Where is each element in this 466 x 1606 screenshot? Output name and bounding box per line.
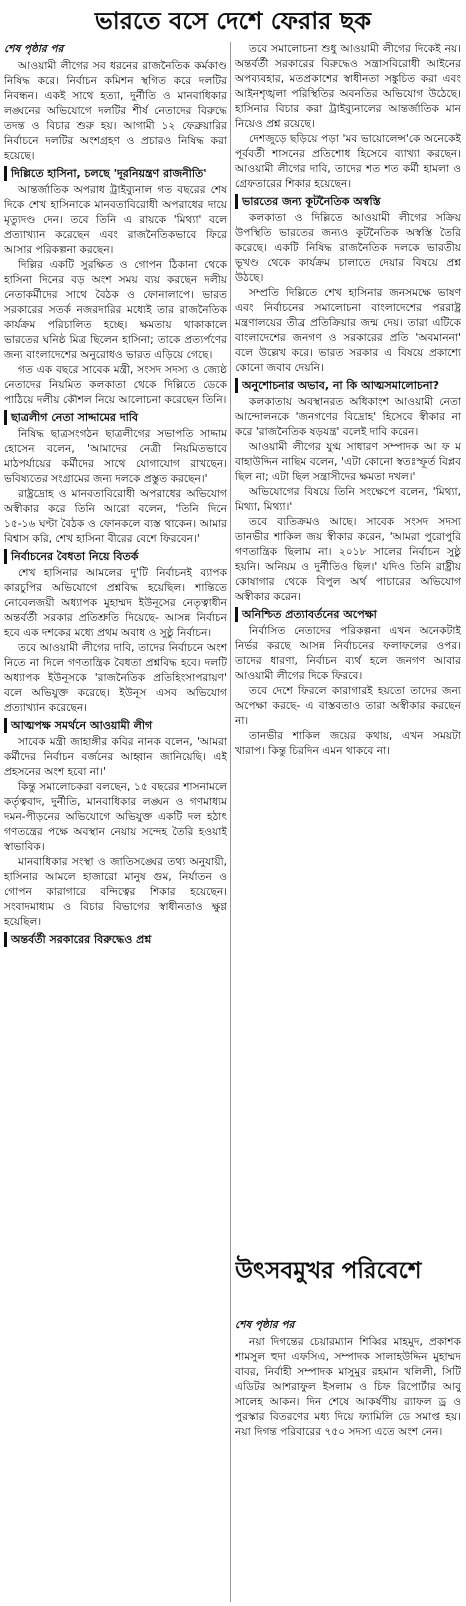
paragraph: সম্প্রতি দিল্লিতে শেখ হাসিনার জনসমক্ষে ভাষণ এবং নির্বাচনের সমালোচনা বাংলাদেশের পররাষ্ট্র মন্ত্রণালয়ের তীব্র প্রতিক্রিয়ার জন্ম দেয়। তারা এটিকে বাংলাদেশের জনগণ ও সরকারের প্রতি 'অবমাননা' বলে উল্লেখ করে। ভারত সরকার এ বিষয়ে প্রকাশ্যে কোনো জবাব দেয়নি। — [235, 287, 461, 374]
subheading: ভারতের জন্য কূটনৈতিক অস্বস্তি — [235, 194, 461, 209]
paragraph: মানবাধিকার সংস্থা ও জাতিসঙ্ঘের তথ্য অনুযায়ী, হাসিনার আমলে হাজারো মানুষ গুম, নির্যাতন ও গোপন কারাগারে বন্দিত্বের শিকার হয়েছেন। সংবাদমাধ্যম ও বিচার বিভাগের স্বাধীনতাও ক্ষুণ্ণ হয়েছিল। — [4, 856, 227, 928]
subheading: আত্মপক্ষ সমর্থনে আওয়ামী লীগ — [4, 718, 227, 733]
paragraph: আন্তর্জাতিক অপরাধ ট্রাইব্যুনাল গত বছরের শেষ দিকে শেখ হাসিনাকে মানবতাবিরোধী অপরাধের দায়ে মৃত্যুদণ্ড দেন। তবে তিনি এ রায়কে 'মিথ্যা' বলে প্রত্যাখ্যান করেছেন এবং রাজনৈতিকভাবে ফিরে আসার পরিকল্পনা করছেন। — [4, 184, 227, 256]
paragraph: শেখ হাসিনার আমলের দু'টি নির্বাচনই ব্যাপক কারচুপির অভিযোগে প্রশ্নবিদ্ধ হয়েছিল। শান্তিতে নোবেলজয়ী অধ্যাপক মুহাম্মদ ইউনূসের নেতৃত্বাধীন অন্তর্বর্তী সরকার প্রতিশ্রুতি দিয়েছে- আসন্ন নির্বাচন হবে এক দশকের মধ্যে প্রথম অবাধ ও সুষ্ঠু নির্বাচন। — [4, 567, 227, 639]
paragraph: দিল্লির একটি সুরক্ষিত ও গোপন ঠিকানা থেকে হাসিনা দিনের বড় অংশ সময় ব্যয় করছেন দলীয় নেতাকর্মীদের সাথে বৈঠক ও ফোনালাপে। ভারত সরকারের সতর্ক নজরদারির মধ্যেই তার রাজনৈতিক কার্যক্রম পরিচালিত হচ্ছে। ক্ষমতায় থাকাকালে ভারতের ঘনিষ্ঠ মিত্র ছিলেন হাসিনা; তাকে প্রত্যর্পণের জন্য বাংলাদেশের অনুরোধও ভারত এড়িয়ে গেছে। — [4, 259, 227, 361]
subheading: নির্বাচনের বৈধতা নিয়ে বিতর্ক — [4, 549, 227, 564]
paragraph: কলকাতা ও দিল্লিতে আওয়ামী লীগের সক্রিয় উপস্থিতি ভারতের জন্যও কূটনৈতিক অস্বস্তি তৈরি করেছে। একটি নিষিদ্ধ রাজনৈতিক দলকে ভারতীয় ভূখণ্ড থেকে কার্যক্রম চালাতে দেয়ার বিষয়ে প্রশ্ন উঠছে। — [235, 212, 461, 284]
paragraph: রাষ্ট্রদ্রোহ ও মানবতাবিরোধী অপরাধের অভিযোগ অস্বীকার করে তিনি আরো বলেন, 'তিনি দিনে ১৫-১৬ ঘণ্টা বৈঠক ও ফোনকলে ব্যস্ত থাকেন। আমার বিশ্বাস করি, শেখ হাসিনা বীরের বেশে ফিরবেন।' — [4, 488, 227, 545]
second-article-body: নয়া দিগন্তের চেয়ারম্যান শিব্বির মাহমুদ, প্রকাশক শামসুল হুদা এফসিএ, সম্পাদক সালাহউদ্দিন মুহাম্মদ বাবর, নির্বাহী সম্পাদক মাসুমুর রহমান খলিলী, সিটি এডিটর আশরাফুল ইসলাম ও চিফ রিপোর্টার আবু সালেহ আকন। দিন শেষে আকর্ষণীয় র‍্যাফল ড্র ও পুরস্কার বিতরণের মধ্য দিয়ে ফ্যামিলি ডে সমাপ্ত হয়। নয়া দিগন্ত পরিবারের ৭৫০ সদস্য এতে অংশ নেন। — [235, 1336, 461, 1438]
paragraph: তবে সমালোচনা শুধু আওয়ামী লীগের দিকেই নয়। অন্তর্বর্তী সরকারের বিরুদ্ধেও সন্ত্রাসবিরোধী আইনের অপব্যবহার, মতপ্রকাশের স্বাধীনতা সঙ্কুচিত করা এবং আইনশৃঙ্খলা পরিস্থিতির অবনতির অভিযোগ উঠেছে। হাসিনার বিচার করা ট্রাইব্যুনালের আন্তর্জাতিক মান নিয়েও প্রশ্ন রয়েছে। — [235, 43, 461, 130]
right-column-body — [235, 42, 461, 759]
paragraph: তানভীর শাকিল জয়ের কথায়, এখন সময়টা খারাপ। কিন্তু চিরদিন এমন থাকবে না। — [235, 730, 461, 757]
subheading: অনিশ্চিত প্রত্যাবর্তনের অপেক্ষা — [235, 607, 461, 622]
paragraph: আওয়ামী লীগের যুগ্ম সাধারণ সম্পাদক আ ফ ম বাহাউদ্দিন নাছিম বলেন, 'এটা কোনো স্বতঃস্ফূর্ত বিপ্লব ছিল না; এটা ছিল সন্ত্রাসীদের ক্ষমতা দখল।' — [235, 441, 461, 483]
paragraph: কলকাতায় অবস্থানরত অধিকাংশ আওয়ামী নেতা আন্দোলনকে 'জনগণের বিদ্রোহ' হিসেবে স্বীকার না করে 'রাজনৈতিক ষড়যন্ত্র' বলেই দাবি করেন। — [235, 396, 461, 438]
paragraph: দেশজুড়ে ছড়িয়ে পড়া 'মব ভায়োলেন্স'কে অনেকেই পূর্ববর্তী শাসনের প্রতিশোধ হিসেবে ব্যাখ্যা করছেন। আওয়ামী লীগের দাবি, তাদের শত শত কর্মী হামলা ও গ্রেফতারের শিকার হয়েছেন। — [235, 133, 461, 190]
paragraph: তবে আওয়ামী লীগের দাবি, তাদের নির্বাচনে অংশ নিতে না দিলে গণতান্ত্রিক বৈধতা প্রশ্নবিদ্ধ হবে। দলটি অধ্যাপক ইউনূসকে 'রাজনৈতিক প্রতিহিংসাপরায়ণ' বলে অভিযুক্ত করেছে। ইউনূস এসব অভিযোগ প্রত্যাখ্যান করেছেন। — [4, 642, 227, 714]
left-column — [4, 42, 227, 1602]
paragraph: আওয়ামী লীগের সব ধরনের রাজনৈতিক কর্মকাণ্ড নিষিদ্ধ করে। নির্বাচন কমিশন স্থগিত করে দলটির নিবন্ধন। একই সাথে হত্যা, দুর্নীতি ও মানবাধিকার লঙ্ঘনের অভিযোগে দলটির শীর্ষ নেতাদের বিরুদ্ধে তদন্ত ও বিচার শুরু হয়। আগামী ১২ ফেব্রুয়ারির নির্বাচনে দলটির অংশগ্রহণ ও প্রচারও নিষিদ্ধ করা হয়েছে। — [4, 60, 227, 162]
subheading: অন্তর্বর্তী সরকারের বিরুদ্ধেও প্রশ্ন — [4, 932, 227, 947]
paragraph: সাবেক মন্ত্রী জাহাঙ্গীর কবির নানক বলেন, 'আমরা কর্মীদের নির্বাচন বর্জনের আহ্বান জানিয়েছি। এই প্রহসনের অংশ হবো না।' — [4, 736, 227, 778]
paragraph: কিন্তু সমালোচকরা বলছেন, ১৫ বছরের শাসনামলে কর্তৃত্ববাদ, দুর্নীতি, মানবাধিকার লঙ্ঘন ও গণমাধ্যম দমন-পীড়নের অভিযোগে অভিযুক্ত একটি দল হঠাৎ গণতন্ত্রের পক্ষে অবস্থান নেয়ায় সন্দেহ তৈরি হওয়াই স্বাভাবিক। — [4, 781, 227, 853]
subheading: অনুশোচনার অভাব, না কি আত্মসমালোচনা? — [235, 378, 461, 393]
paragraph: নির্বাসিত নেতাদের পরিকল্পনা এখন অনেকটাই নির্ভর করছে আসন্ন নির্বাচনের ফলাফলের ওপর। তাদের ধারণা, নির্বাচন ব্যর্থ হলে জনগণ আবার আওয়ামী লীগের দিকে ফিরবে। — [235, 625, 461, 682]
second-article-continued-label: শেষ পৃষ্ঠার পর — [235, 1319, 295, 1331]
paragraph: তবে ব্যতিক্রমও আছে। সাবেক সংসদ সদস্য তানভীর শাকিল জয় স্বীকার করেন, 'আমরা পুরোপুরি গণতান্ত্রিক ছিলাম না। ২০১৮ সালের নির্বাচন সুষ্ঠু হয়নি। অনিয়ম ও দুর্নীতিও ছিল।' যদিও তিনি রাষ্ট্রীয় কোষাগার থেকে বিপুল অর্থ পাচারের অভিযোগ অস্বীকার করেন। — [235, 516, 461, 603]
left-column-body — [4, 59, 227, 947]
continued-label: শেষ পৃষ্ঠার পর — [4, 43, 64, 55]
right-column — [235, 42, 461, 1092]
page-headline: ভারতে বসে দেশে ফেরার ছক — [94, 7, 372, 35]
paragraph: নিষিদ্ধ ছাত্রসংগঠন ছাত্রলীগের সভাপতি সাদ্দাম হোসেন বলেন, 'আমাদের নেত্রী নিয়মিতভাবে মাঠপর্যায়ের কর্মীদের সাথে যোগাযোগ রাখছেন। ভবিষ্যতের সংগ্রামের জন্য দলকে প্রস্তুত করছেন।' — [4, 428, 227, 485]
paragraph: তবে দেশে ফিরলে কারাগারই হয়তো তাদের জন্য অপেক্ষা করছে- এ বাস্তবতাও তারা অস্বীকার করছেন না। — [235, 685, 461, 727]
second-article-headline: উৎসবমুখর পরিবেশে — [235, 1258, 422, 1284]
subheading: ছাত্রলীগ নেতা সাদ্দামের দাবি — [4, 410, 227, 425]
paragraph: গত এক বছরে সাবেক মন্ত্রী, সংসদ সদস্য ও জ্যেষ্ঠ নেতাদের নিয়মিত কলকাতা থেকে দিল্লিতে ডেকে পাঠিয়ে দলীয় কৌশল নিয়ে আলোচনা করেছেন তিনি। — [4, 364, 227, 406]
paragraph: অভিযোগের বিষয়ে তিনি সংক্ষেপে বলেন, 'মিথ্যা, মিথ্যা, মিথ্যা।' — [235, 486, 461, 513]
column-divider — [230, 42, 231, 1602]
second-article — [235, 1318, 461, 1602]
subheading: দিল্লিতে হাসিনা, চলছে 'দূরনিয়ন্ত্রণ রাজনীতি' — [4, 166, 227, 181]
